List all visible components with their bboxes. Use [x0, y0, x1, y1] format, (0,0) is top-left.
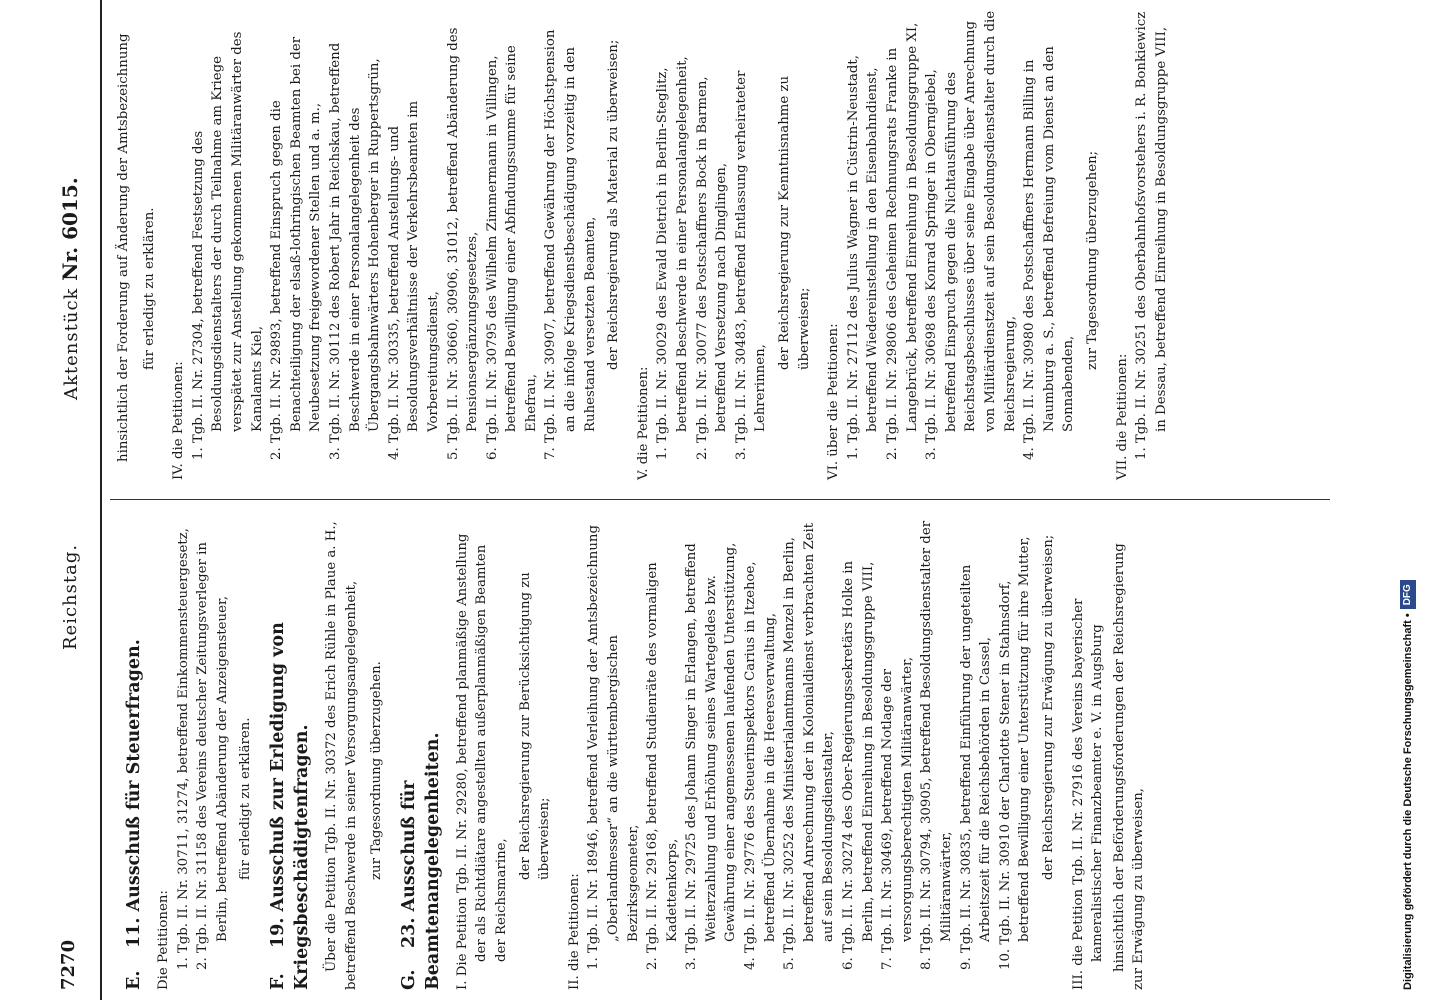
list-item: 5. Tgb. II. Nr. 30252 des Ministerialamtmanns Menzel in Berlin, betreffend Anrechnung der in Kolonialdienst verbrachten Zeit auf sein Besoldungsdienstalter,	[782, 522, 837, 970]
subsection-heading: IV. die Petitionen:	[171, 361, 187, 480]
page-number: 7270	[58, 939, 79, 990]
resolution-text: für erledigt zu erklären.	[238, 717, 254, 880]
resolution-text: für erledigt zu erklären.	[141, 207, 157, 370]
resolution-text: der Reichsregierung zur Kenntnisnahme zu überweisen;	[777, 75, 812, 370]
list-item: 2. Tgb. II. Nr. 30077 des Postschaffners Bock in Barmen, betreffend Versetzung nach Dinglingen,	[694, 76, 730, 460]
list-item: 2. Tgb. II. Nr. 29168, betreffend Studienräte des vormaligen Kadettenkorps,	[645, 562, 680, 970]
list-item: III. die Petition Tgb. II. Nr. 27916 des Vereins bayerischer kameralistischer Finanzbeamter e. V. in Augsburg	[1070, 598, 1106, 990]
list-item: I. Die Petition Tgb. II. Nr. 29280, betreffend planmäßige Anstellung der als Richtdiätare angestellten außerplanmäßigen Beamten der Reichsmarine,	[454, 533, 509, 990]
body-text: hinsichtlich der Forderung auf Änderung der Amtsbezeichnung	[116, 33, 131, 462]
list-item: 4. Tgb. II. Nr. 30335, betreffend Anstellungs- und Besoldungsverhältnisse der Verkehrsbeamten im Vorbereitungsdienst,	[386, 100, 441, 460]
section-title: 23. Ausschuß für Beamtenangelegenheiten.	[398, 732, 443, 990]
list-item: 1. Tgb. II. Nr. 27112 des Julius Wagner in Cüstrin-Neustadt, betreffend Wiedereinstellung in den Eisenbahndienst,	[845, 55, 881, 460]
section-title: 19. Ausschuß zur Erledigung von Kriegsbeschädigtenfragen.	[267, 622, 312, 990]
dfg-logo: DFG	[1400, 580, 1416, 609]
list-item: 10. Tgb. II. Nr. 30910 der Charlotte Stener in Stahnsdorf, betreffend Bewilligung einer Unterstützung für ihre Mutter,	[997, 536, 1033, 970]
resolution-text: der Reichsregierung zur Berücksichtigung zu überweisen;	[517, 572, 553, 880]
header-title: Reichstag.	[60, 543, 81, 650]
list-item: 6. Tgb. II. Nr. 30795 des Wilhelm Zimmermann in Villingen, betreffend Bewilligung einer Abfindungssumme für seine Ehefrau,	[484, 45, 539, 460]
header-document	[58, 177, 82, 400]
section-g-heading	[397, 520, 445, 990]
resolution-text: der Reichsregierung als Material zu überweisen;	[606, 39, 622, 370]
header-rule	[100, 0, 102, 1000]
section-label: E.	[124, 970, 144, 990]
funding-note	[1388, 10, 1428, 990]
resolution-text: zur Tagesordnung überzugehen;	[1084, 150, 1100, 370]
resolution-text: der Reichsregierung zur Erwägung zu überweisen;	[1040, 534, 1056, 880]
list-item: 5. Tgb. II. Nr. 30660, 30906, 31012, betreffend Abänderung des Pensionsergänzungsgesetzes,	[445, 27, 481, 460]
page-header	[58, 0, 104, 1000]
right-column	[112, 10, 1171, 480]
list-item: 8. Tgb. II. Nr. 30794, 30905, betreffend Besoldungsdienstalter der Militäranwärter,	[919, 520, 954, 970]
list-item: 2. Tgb. II. Nr. 29893, betreffend Einspruch gegen die Benachteiligung der elsaß-lothringischen Beamten bei der Neubesetzung freigewordener Stellen und a. m.,	[269, 36, 324, 460]
list-item: 3. Tgb. II. Nr. 30698 des Konrad Springer in Oberngiebel, betreffend Einspruch gegen die Nichtausführung des Reichstagsbeschlusses über seine Eingabe über Anrechnung von Militärdienstzeit auf sein Besoldungsdienstalter durch die Reichsregierung,	[924, 10, 1018, 460]
section-f-heading	[266, 520, 314, 990]
left-column	[112, 520, 1155, 990]
subsection-heading: VI. über die Petitionen:	[826, 323, 842, 480]
list-item: 3. Tgb. II. Nr. 30112 des Robert Jahr in Reichskau, betreffend Beschwerde in einer Personalangelegenheit des Übergangsbahnwärters Hohenberger in Ruppertsgrün,	[327, 42, 383, 460]
list-item: 3. Tgb. II. Nr. 29725 des Johann Singer in Erlangen, betreffend Weiterzahlung und Erhöhung seines Wartegeldes bzw. Gewährung einer angemessenen laufenden Unterstützung,	[684, 542, 739, 970]
list-item: 9. Tgb. II. Nr. 30835, betreffend Einführung der ungeteilten Arbeitszeit für die Reichsbehörden in Cassel,	[958, 564, 994, 970]
list-item: 6. Tgb. II. Nr. 30274 des Ober-Regierungssekretärs Holke in Berlin, betreffend Einreihung in Besoldungsgruppe VIII,	[841, 560, 876, 970]
list-item: 1. Tgb. II. Nr. 18946, betreffend Verleihung der Amtsbezeichnung „Oberlandmesser“ an die württembergischen Bezirksgeometer,	[586, 525, 641, 970]
list-item: 4. Tgb. II. Nr. 29776 des Steuerinspektors Carius in Itzehoe, betreffend Übernahme in die Heeresverwaltung,	[743, 561, 778, 970]
subsection-heading: II. die Petitionen:	[566, 873, 582, 990]
funding-note-text: Digitalisierung gefördert durch die Deutsche Forschungsgemeinschaft •	[1402, 613, 1414, 990]
list-item: 4. Tgb. II. Nr. 30980 des Postschaffners Hermann Billing in Naumburg a. S., betreffend Befreiung vom Dienst an den Sonnabenden,	[1022, 46, 1077, 460]
doc-number: Nr. 6015.	[58, 177, 82, 281]
column-divider	[110, 499, 1330, 500]
subsection-heading: V. die Petitionen:	[635, 366, 651, 480]
doc-prefix: Aktenstück	[61, 287, 82, 400]
list-item: 7. Tgb. II. Nr. 30907, betreffend Gewährung der Höchstpension an die infolge Kriegsdienstbeschädigung vorzeitig in den Ruhestand versetzten Beamten,	[543, 29, 598, 460]
list-item: 1. Tgb. II. Nr. 27304, betreffend Festsetzung des Besoldungsdienstalters der durch Teilnahme am Kriege verspätet zur Anstellung gekommenen Militäranwärter des Kanalamts Kiel,	[190, 31, 265, 460]
section-e-heading	[122, 520, 146, 990]
resolution-text: zur Tagesordnung überzugehen.	[369, 661, 385, 880]
section-label: F.	[267, 973, 288, 990]
list-item: 1. Tgb. II. Nr. 30711, 31274, betreffend Einkommensteuergesetz,	[175, 528, 191, 970]
list-item: 3. Tgb. II. Nr. 30483, betreffend Entlassung verheirateter Lehrerinnen,	[733, 70, 769, 460]
list-item: 2. Tgb. II. Nr. 29806 des Geheimen Rechnungsrats Franke in Langebrück, betreffend Einreihung in Besoldungsgruppe XI,	[884, 22, 920, 460]
list-item: 1. Tgb. II. Nr. 30029 des Ewald Dietrich in Berlin-Steglitz, betreffend Beschwerde in einer Personalangelegenheit,	[655, 56, 691, 460]
list-item: 7. Tgb. II. Nr. 30469, betreffend Notlage der versorgungsberechtigten Militäranwärter,	[880, 656, 915, 970]
section-title: 11. Ausschuß für Steuerfragen.	[124, 639, 144, 948]
body-text: hinsichtlich der Beförderungsforderungen der Reichsregierung zur Erwägung zu überweisen,	[1111, 543, 1147, 990]
list-item: 1. Tgb. II. Nr. 30251 des Oberbahnhofsvorstehers i. R. Bonkiewicz in Dessau, betreffend Einreihung in Besoldungsgruppe VIII,	[1134, 11, 1169, 460]
rotated-page	[50, 0, 1350, 1000]
subsection-heading: VII. die Petitionen:	[1114, 353, 1130, 480]
body-text: Über die Petition Tgb. II. Nr. 30372 des Erich Rühle in Plaue a. H., betreffend Beschwerde in seiner Versorgungsangelegenheit,	[323, 521, 359, 990]
funding-note-text-row	[1388, 10, 1428, 990]
intro-text: Die Petitionen:	[156, 890, 171, 990]
section-label: G.	[398, 969, 419, 990]
list-item: 2. Tgb. II. Nr. 31158 des Vereins deutscher Zeitungsverleger in Berlin, betreffend Abänderung der Anzeigensteuer,	[195, 542, 230, 970]
